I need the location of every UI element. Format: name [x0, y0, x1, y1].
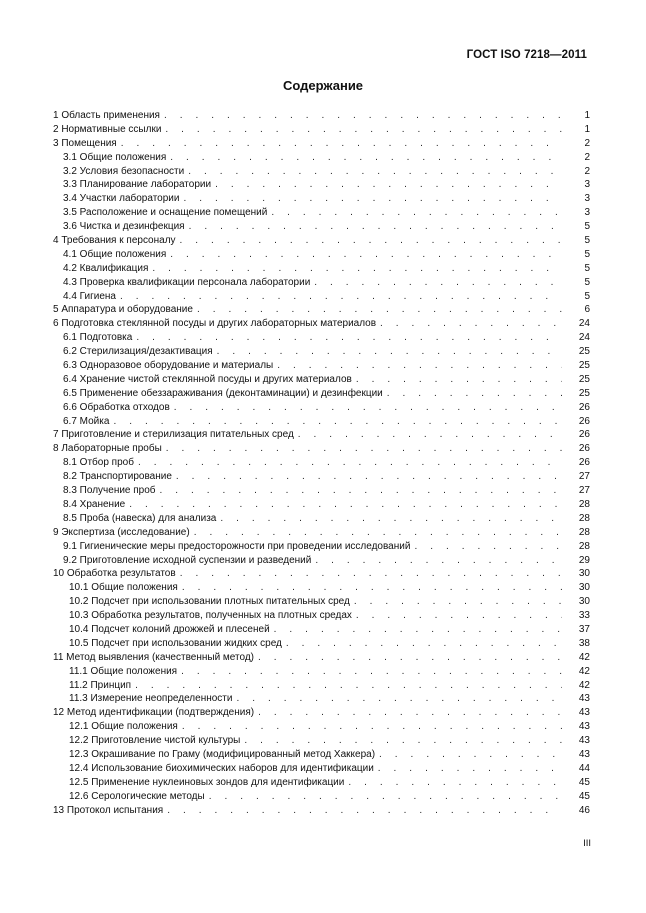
toc-entry-page: 5 — [584, 290, 590, 302]
toc-entry[interactable] — [53, 637, 590, 651]
toc-entry-title: 6.6 Обработка отходов — [63, 401, 170, 413]
toc-leader-dots — [356, 609, 562, 623]
toc-leader-dots — [120, 290, 562, 304]
toc-entry-page: 43 — [578, 748, 590, 760]
toc-leader-dots — [209, 790, 562, 804]
page-number: III — [583, 838, 591, 849]
toc-entry[interactable] — [53, 609, 590, 623]
toc-entry[interactable] — [53, 540, 590, 554]
toc-entry-title: 10.5 Подсчет при использовании жидких сред — [69, 637, 282, 649]
toc-entry[interactable] — [53, 595, 590, 609]
toc-entry-title: 6 Подготовка стеклянной посуды и других лабораторных материалов — [53, 318, 377, 330]
toc-leader-dots — [217, 345, 562, 359]
toc-entry[interactable] — [53, 206, 590, 220]
toc-leader-dots — [379, 748, 562, 762]
toc-entry-page: 5 — [584, 235, 590, 247]
toc-entry-title: 11.1 Общие положения — [69, 665, 178, 677]
toc-entry[interactable] — [53, 387, 590, 401]
page-title: Содержание — [282, 78, 364, 93]
toc-entry[interactable] — [53, 373, 590, 387]
toc-leader-dots — [170, 151, 562, 165]
toc-entry-page: 25 — [578, 373, 590, 385]
toc-entry-title: 6.1 Подготовка — [63, 332, 133, 344]
toc-entry-page: 6 — [584, 304, 590, 316]
toc-leader-dots — [258, 706, 562, 720]
toc-entry[interactable] — [53, 359, 590, 373]
toc-entry-title: 3.1 Общие положения — [63, 151, 167, 163]
toc-entry-page: 25 — [578, 387, 590, 399]
toc-entry-page: 30 — [578, 568, 590, 580]
toc-entry[interactable] — [53, 720, 590, 734]
toc-entry[interactable] — [53, 192, 590, 206]
toc-entry[interactable] — [53, 498, 590, 512]
toc-leader-dots — [180, 234, 562, 248]
toc-entry-page: 3 — [584, 207, 590, 219]
toc-leader-dots — [181, 665, 562, 679]
toc-entry-page: 3 — [584, 193, 590, 205]
toc-entry-title: 12.6 Серологические методы — [69, 790, 205, 802]
table-of-contents — [53, 109, 590, 817]
toc-entry[interactable] — [53, 428, 590, 442]
toc-entry-title: 10.3 Обработка результатов, полученных на плотных средах — [69, 610, 352, 622]
toc-entry[interactable] — [53, 317, 590, 331]
toc-entry-title: 4.2 Квалификация — [63, 262, 149, 274]
toc-leader-dots — [387, 387, 562, 401]
toc-entry-title: 4.4 Гигиена — [63, 290, 116, 302]
toc-entry-page: 25 — [578, 346, 590, 358]
toc-entry[interactable] — [53, 123, 590, 137]
toc-entry-title: 9.2 Приготовление исходной суспензии и разведений — [63, 554, 312, 566]
toc-leader-dots — [277, 359, 562, 373]
toc-entry-title: 3 Помещения — [53, 137, 117, 149]
toc-leader-dots — [356, 373, 562, 387]
toc-leader-dots — [170, 248, 562, 262]
toc-entry[interactable] — [53, 692, 590, 706]
toc-leader-dots — [136, 331, 562, 345]
toc-entry[interactable] — [53, 303, 590, 317]
toc-leader-dots — [152, 262, 562, 276]
toc-entry-page: 24 — [578, 318, 590, 330]
toc-leader-dots — [189, 220, 562, 234]
toc-leader-dots — [182, 720, 562, 734]
toc-leader-dots — [121, 137, 562, 151]
toc-entry-page: 33 — [578, 610, 590, 622]
toc-entry-title: 5 Аппаратура и оборудование — [53, 304, 193, 316]
toc-entry-title: 11.2 Принцип — [69, 679, 132, 691]
toc-entry[interactable] — [53, 290, 590, 304]
toc-entry-title: 8.3 Получение проб — [63, 485, 156, 497]
toc-entry-title: 3.3 Планирование лаборатории — [63, 179, 212, 191]
toc-entry[interactable] — [53, 790, 590, 804]
toc-entry-page: 37 — [578, 623, 590, 635]
toc-entry-page: 45 — [578, 776, 590, 788]
toc-entry-page: 38 — [578, 637, 590, 649]
toc-entry-page: 27 — [578, 485, 590, 497]
toc-entry-title: 3.2 Условия безопасности — [63, 165, 185, 177]
toc-entry[interactable] — [53, 262, 590, 276]
toc-entry-title: 12.2 Приготовление чистой культуры — [69, 735, 241, 747]
toc-entry-page: 45 — [578, 790, 590, 802]
toc-entry[interactable] — [53, 165, 590, 179]
toc-entry[interactable] — [53, 345, 590, 359]
toc-entry-page: 24 — [578, 332, 590, 344]
toc-entry-page: 28 — [578, 526, 590, 538]
toc-entry-page: 44 — [578, 762, 590, 774]
toc-entry-title: 4.3 Проверка квалификации персонала лаборатории — [63, 276, 311, 288]
toc-entry[interactable] — [53, 706, 590, 720]
document-id: ГОСТ ISO 7218—2011 — [466, 49, 587, 61]
toc-leader-dots — [182, 581, 562, 595]
toc-entry[interactable] — [53, 651, 590, 665]
toc-entry[interactable] — [53, 234, 590, 248]
toc-entry-title: 7 Приготовление и стерилизация питательных сред — [53, 429, 294, 441]
toc-entry-page: 42 — [578, 679, 590, 691]
toc-leader-dots — [165, 123, 562, 137]
toc-entry[interactable] — [53, 442, 590, 456]
toc-entry[interactable] — [53, 512, 590, 526]
toc-entry-title: 11 Метод выявления (качественный метод) — [53, 651, 255, 663]
toc-leader-dots — [113, 415, 562, 429]
toc-entry-title: 3.4 Участки лаборатории — [63, 193, 180, 205]
toc-entry[interactable] — [53, 331, 590, 345]
toc-entry-title: 13 Протокол испытания — [53, 804, 164, 816]
toc-leader-dots — [183, 192, 562, 206]
toc-leader-dots — [138, 456, 562, 470]
toc-entry[interactable] — [53, 665, 590, 679]
toc-entry-title: 4.1 Общие положения — [63, 248, 167, 260]
toc-entry[interactable] — [53, 415, 590, 429]
toc-entry[interactable] — [53, 567, 590, 581]
toc-leader-dots — [220, 512, 562, 526]
toc-entry-page: 29 — [578, 554, 590, 566]
toc-entry-title: 3.6 Чистка и дезинфекция — [63, 221, 185, 233]
toc-entry-page: 43 — [578, 735, 590, 747]
toc-leader-dots — [380, 317, 562, 331]
toc-entry-page: 42 — [578, 651, 590, 663]
toc-entry[interactable] — [53, 470, 590, 484]
toc-entry-page: 25 — [578, 360, 590, 372]
toc-leader-dots — [315, 554, 562, 568]
toc-entry[interactable] — [53, 276, 590, 290]
toc-leader-dots — [166, 442, 562, 456]
toc-entry-page: 28 — [578, 540, 590, 552]
toc-entry[interactable] — [53, 484, 590, 498]
toc-leader-dots — [274, 623, 562, 637]
toc-entry-page: 2 — [584, 165, 590, 177]
toc-leader-dots — [354, 595, 562, 609]
toc-entry[interactable] — [53, 137, 590, 151]
toc-entry-title: 12.5 Применение нуклеиновых зондов для идентификации — [69, 776, 345, 788]
toc-entry-title: 6.7 Мойка — [63, 415, 110, 427]
toc-entry-page: 5 — [584, 221, 590, 233]
toc-entry[interactable] — [53, 220, 590, 234]
toc-entry[interactable] — [53, 151, 590, 165]
toc-leader-dots — [378, 762, 562, 776]
toc-entry-page: 30 — [578, 582, 590, 594]
toc-entry-page: 26 — [578, 429, 590, 441]
toc-entry[interactable] — [53, 109, 590, 123]
toc-leader-dots — [298, 428, 562, 442]
toc-leader-dots — [160, 484, 562, 498]
toc-entry-page: 26 — [578, 443, 590, 455]
toc-entry-page: 5 — [584, 248, 590, 260]
toc-leader-dots — [215, 178, 562, 192]
toc-entry-title: 8 Лабораторные пробы — [53, 443, 162, 455]
toc-leader-dots — [236, 692, 562, 706]
toc-leader-dots — [414, 540, 562, 554]
toc-entry-title: 6.5 Применение обеззараживания (деконтаминации) и дезинфекции — [63, 387, 383, 399]
toc-entry-title: 12.1 Общие положения — [69, 721, 178, 733]
toc-entry-page: 1 — [584, 123, 590, 135]
toc-entry-page: 43 — [578, 707, 590, 719]
toc-entry-page: 26 — [578, 457, 590, 469]
toc-entry[interactable] — [53, 776, 590, 790]
toc-leader-dots — [167, 804, 562, 818]
toc-entry-page: 43 — [578, 693, 590, 705]
toc-leader-dots — [129, 498, 562, 512]
toc-leader-dots — [176, 470, 562, 484]
toc-leader-dots — [135, 679, 562, 693]
toc-leader-dots — [180, 567, 562, 581]
toc-leader-dots — [314, 276, 562, 290]
toc-entry-title: 12.4 Использование биохимических наборов для идентификации — [69, 762, 374, 774]
toc-entry-title: 8.1 Отбор проб — [63, 457, 134, 469]
toc-entry-title: 8.4 Хранение — [63, 498, 126, 510]
toc-entry[interactable] — [53, 526, 590, 540]
toc-entry-page: 26 — [578, 415, 590, 427]
toc-entry[interactable] — [53, 762, 590, 776]
toc-leader-dots — [194, 526, 562, 540]
toc-entry-title: 3.5 Расположение и оснащение помещений — [63, 207, 268, 219]
toc-entry-title: 10.4 Подсчет колоний дрожжей и плесеней — [69, 623, 270, 635]
toc-entry-title: 2 Нормативные ссылки — [53, 123, 162, 135]
toc-entry[interactable] — [53, 178, 590, 192]
toc-leader-dots — [174, 401, 562, 415]
toc-entry-title: 11.3 Измерение неопределенности — [69, 693, 233, 705]
toc-entry-page: 26 — [578, 401, 590, 413]
toc-leader-dots — [258, 651, 562, 665]
toc-leader-dots — [244, 734, 562, 748]
toc-leader-dots — [197, 303, 562, 317]
toc-entry[interactable] — [53, 804, 590, 818]
toc-entry-title: 12.3 Окрашивание по Граму (модифицированный метод Хаккера) — [69, 748, 376, 760]
toc-entry[interactable] — [53, 248, 590, 262]
toc-entry-page: 5 — [584, 262, 590, 274]
toc-entry[interactable] — [53, 554, 590, 568]
toc-leader-dots — [271, 206, 562, 220]
toc-entry-title: 10.2 Подсчет при использовании плотных питательных сред — [69, 596, 350, 608]
toc-leader-dots — [188, 165, 562, 179]
toc-entry-page: 30 — [578, 596, 590, 608]
toc-entry-page: 42 — [578, 665, 590, 677]
toc-entry[interactable] — [53, 734, 590, 748]
toc-leader-dots — [348, 776, 562, 790]
toc-entry-title: 1 Область применения — [53, 110, 160, 121]
toc-entry-page: 2 — [584, 137, 590, 149]
toc-entry-page: 3 — [584, 179, 590, 191]
toc-entry-title: 9 Экспертиза (исследование) — [53, 526, 190, 538]
toc-entry-title: 4 Требования к персоналу — [53, 235, 176, 247]
toc-leader-dots — [164, 109, 562, 123]
toc-entry-title: 10 Обработка результатов — [53, 568, 176, 580]
toc-entry-title: 6.2 Стерилизация/дезактивация — [63, 346, 213, 358]
toc-entry-title: 8.5 Проба (навеска) для анализа — [63, 512, 217, 524]
toc-entry-title: 8.2 Транспортирование — [63, 471, 172, 483]
toc-entry-page: 5 — [584, 276, 590, 288]
toc-entry-page: 28 — [578, 512, 590, 524]
toc-entry-page: 27 — [578, 471, 590, 483]
toc-entry-page: 2 — [584, 151, 590, 163]
toc-entry[interactable] — [53, 748, 590, 762]
toc-entry[interactable] — [53, 581, 590, 595]
toc-entry[interactable] — [53, 679, 590, 693]
toc-leader-dots — [286, 637, 562, 651]
toc-entry-page: 28 — [578, 498, 590, 510]
toc-entry-title: 9.1 Гигиенические меры предосторожности при проведении исследований — [63, 540, 411, 552]
toc-entry-page: 46 — [578, 804, 590, 816]
toc-entry-title: 10.1 Общие положения — [69, 582, 178, 594]
toc-entry-page: 43 — [578, 721, 590, 733]
toc-entry[interactable] — [53, 623, 590, 637]
toc-entry[interactable] — [53, 456, 590, 470]
toc-entry[interactable] — [53, 401, 590, 415]
toc-entry-title: 12 Метод идентификации (подтверждения) — [53, 707, 255, 719]
toc-entry-page: 1 — [584, 110, 590, 121]
toc-entry-title: 6.4 Хранение чистой стеклянной посуды и других материалов — [63, 373, 352, 385]
toc-entry-title: 6.3 Одноразовое оборудование и материалы — [63, 360, 274, 372]
